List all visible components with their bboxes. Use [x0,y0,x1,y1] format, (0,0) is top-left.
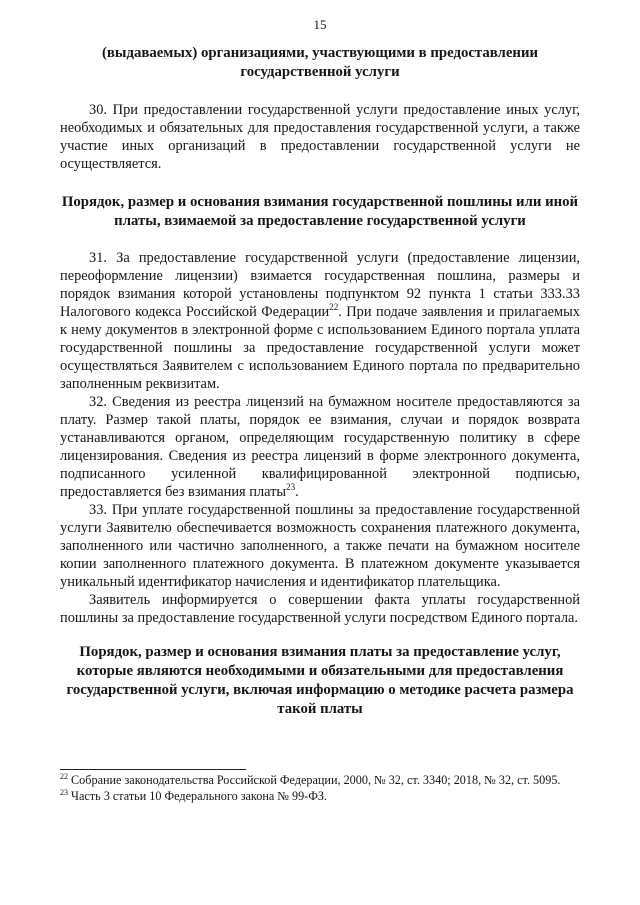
footnote-ref-22: 22 [329,302,339,313]
footnote-22-mark: 22 [60,771,68,781]
footnote-22-text: Собрание законодательства Российской Федерации, 2000, № 32, ст. 3340; 2018, № 32, ст. 5095. [68,773,561,787]
section-heading-service-fees: Порядок, размер и основания взимания платы за предоставление услуг, которые являются необходимыми и обязательными для предоставления государственной услуги, включая информацию о методике расчета размера такой платы [66,644,574,717]
footnote-ref-23: 23 [286,482,296,493]
footnote-divider [60,769,246,770]
section-heading-state-fee: Порядок, размер и основания взимания государственной пошлины или иной платы, взимаемой за предоставление государственной услуги [61,194,579,229]
footnote-23 [60,789,580,805]
page-number: 15 [313,17,327,32]
paragraph-31-rest: . При подаче заявления и прилагаемых к нему документов в электронной форме с использованием Единого портала уплата государственной пошлины за предоставление государственной услуги может осуществляться Заявителем с использованием Единого портала по предварительно заполненным реквизитам. [60,304,580,392]
paragraph-32-text: 32. Сведения из реестра лицензий на бумажном носителе предоставляются за плату. Размер такой платы, порядок ее взимания, случаи и порядок возврата устанавливаются органом, определяющим государственную политику в сфере лицензирования. Сведения из реестра лицензий в форме электронного документа, подписанного усиленной квалифицированной электронной подписью, предоставляется без взимания платы [60,394,580,500]
section-heading-continuation: (выдаваемых) организациями, участвующими в предоставлении государственной услуги [101,45,539,80]
paragraph-33: 33. При уплате государственной пошлины за предоставление государственной услуги Заявителю обеспечивается возможность сохранения платежного документа, заполненного или частично заполненного, а также печати на бумажном носителе копии заполненного платежного документа. В платежном документе указывается уникальный идентификатор начисления и идентификатор плательщика. [60,502,580,590]
footnote-23-mark: 23 [60,787,68,797]
footnote-23-text: Часть 3 статьи 10 Федерального закона № 99-ФЗ. [68,788,328,803]
paragraph-32-rest: . [295,484,299,500]
paragraph-33-continued: Заявитель информируется о совершении факта уплаты государственной пошлины за предоставление государственной услуги посредством Единого портала. [60,592,580,626]
paragraph-31-text: 31. За предоставление государственной услуги (предоставление лицензии, переоформление лицензии) взимается государственная пошлина, размеры и порядок взимания которой установлены подпунктом 92 пункта 1 статьи 333.33 Налогового кодекса Российской Федерации [60,250,580,320]
paragraph-31 [60,249,580,393]
paragraph-30: 30. При предоставлении государственной услуги предоставление иных услуг, необходимых и обязательных для предоставления государственной услуги, а также участие иных организаций в предоставлении государственной услуги не осуществляется. [60,102,580,172]
page-content [60,44,580,719]
paragraph-32 [60,393,580,501]
footnotes [60,773,580,804]
footnote-22 [60,773,580,789]
